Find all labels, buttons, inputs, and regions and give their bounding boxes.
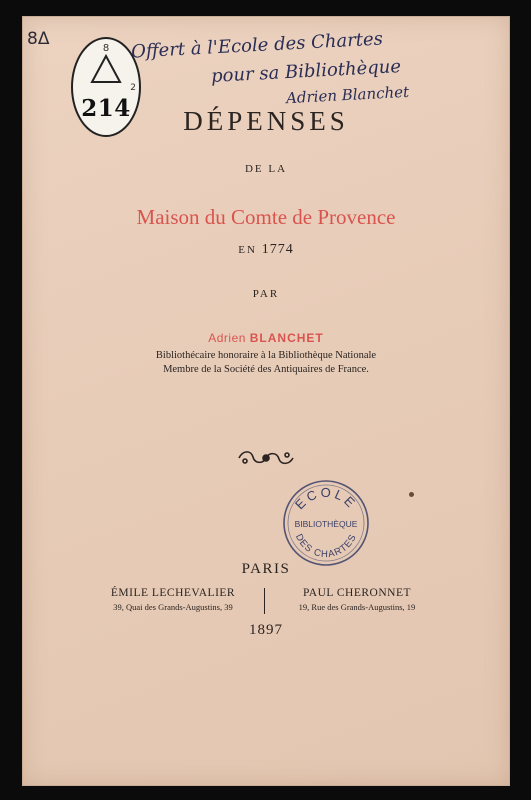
inscription-line-2: pour sa Bibliothèque — [210, 56, 402, 87]
svg-text:DES CHARTES — [293, 532, 359, 560]
publisher-right-name: PAUL CHERONNET — [302, 587, 412, 599]
triangle-icon — [89, 53, 123, 85]
date-prefix: EN — [238, 244, 257, 256]
publisher-right-address: 19, Rue des Grands-Augustins, 19 — [298, 602, 416, 612]
label-letter: 8 — [102, 43, 110, 54]
stamp-bottom-text: DES CHARTES — [292, 532, 360, 561]
inscription-line-1: Offert à l'Ecole des Chartes — [130, 28, 384, 63]
stamp-top-text: ECOLE — [292, 484, 360, 513]
stamp-middle-text: BIBLIOTHÈQUE — [294, 519, 358, 529]
label-number: 214 — [81, 95, 131, 122]
library-stamp — [278, 475, 374, 571]
author-name — [23, 331, 509, 345]
subtitle: Maison du Comte de Provence — [136, 205, 396, 229]
title-connector: DE LA — [244, 163, 288, 175]
publisher-right — [267, 587, 447, 612]
title: DÉPENSES — [183, 106, 349, 136]
author-affiliation-2: Membre de la Société des Antiquaires de France. — [163, 364, 369, 375]
publisher-divider — [264, 588, 265, 614]
author-first-name: Adrien — [208, 331, 246, 345]
shelfmark: 8Δ — [27, 29, 50, 49]
date-year: 1774 — [261, 242, 294, 257]
by-line: PAR — [252, 288, 280, 300]
document-cover — [22, 16, 510, 786]
publication-year: 1897 — [249, 622, 283, 638]
publisher-left-name: ÉMILE LECHEVALIER — [110, 587, 236, 599]
date-line — [23, 242, 509, 258]
ink-spot — [409, 492, 414, 497]
author-last-name: BLANCHET — [249, 331, 324, 345]
publication-city: PARIS — [241, 561, 291, 577]
publisher-left-address: 39, Quai des Grands-Augustins, 39 — [113, 602, 233, 612]
ornament-icon — [235, 448, 297, 468]
label-small-mark: 2 — [130, 83, 136, 93]
author-affiliation-1: Bibliothécaire honoraire à la Bibliothèque Nationale — [155, 350, 377, 361]
publisher-left — [83, 587, 263, 612]
inscription-signature: Adrien Blanchet — [285, 82, 410, 108]
